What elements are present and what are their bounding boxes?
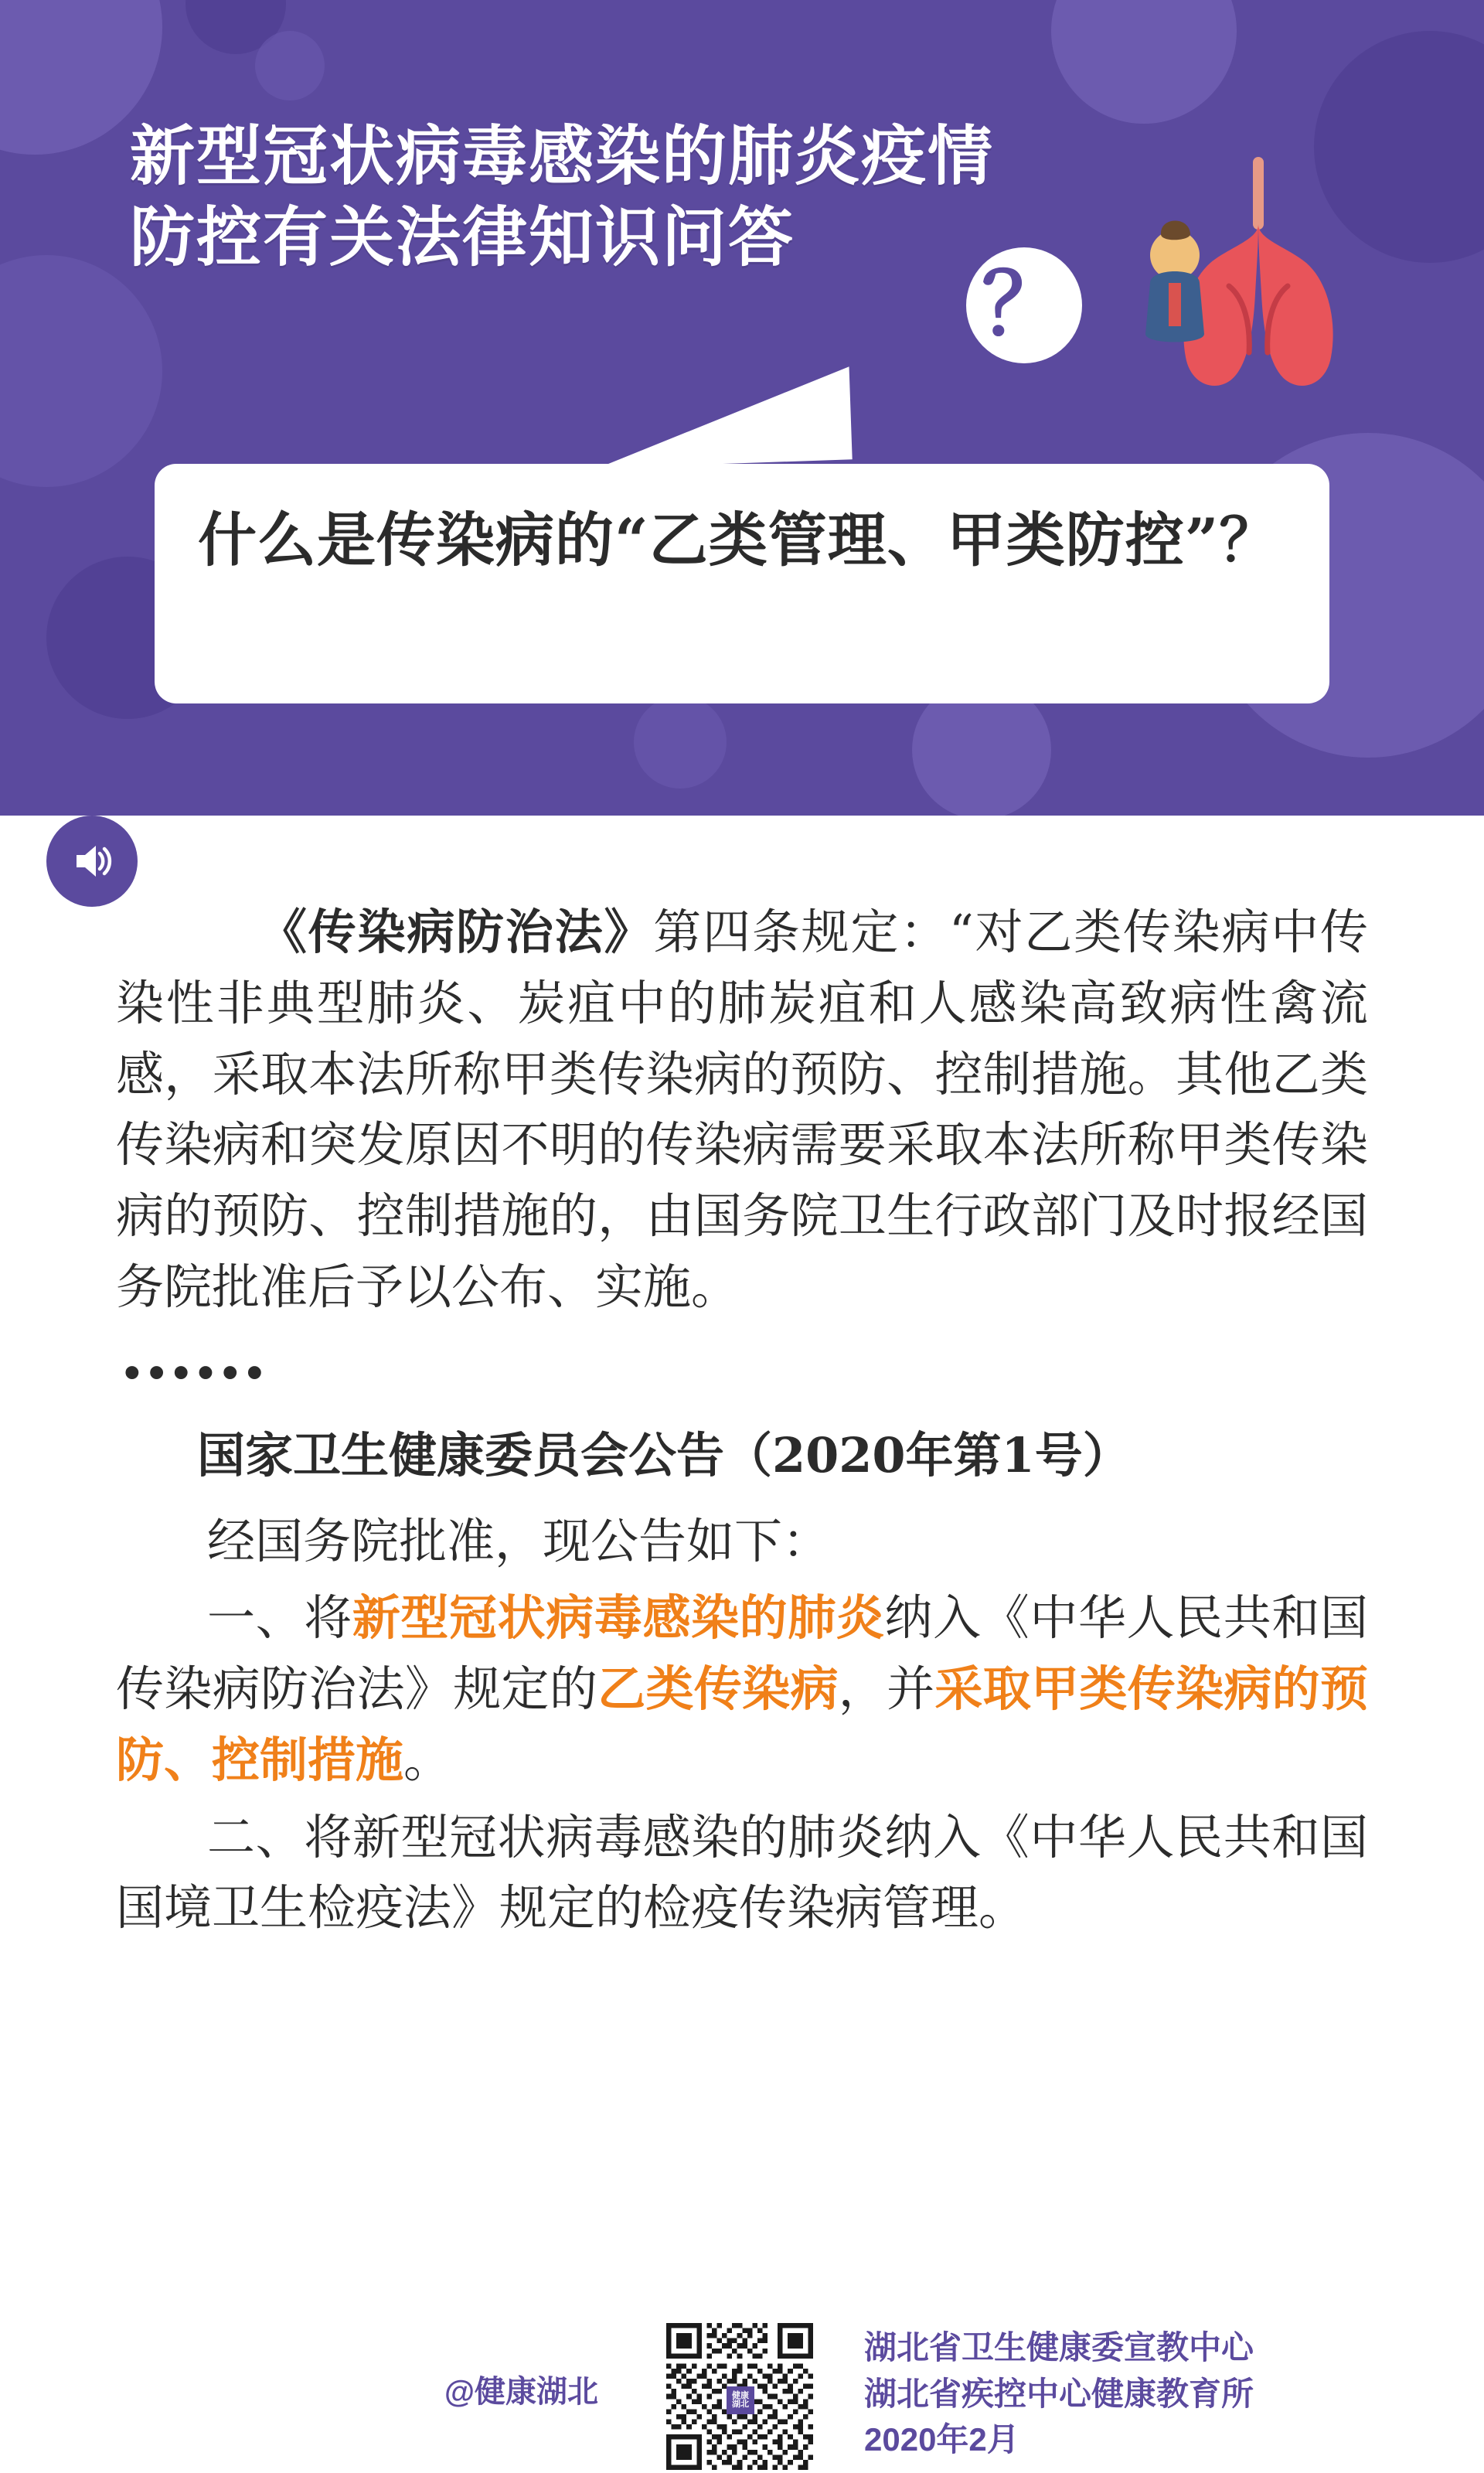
poster-header xyxy=(0,0,1484,816)
body-content xyxy=(116,897,1368,1943)
title-line-1: 新型冠状病毒感染的肺炎疫情 xyxy=(130,120,995,192)
dot-separator: •••••• xyxy=(124,1345,271,1399)
org-line-2: 湖北省疾控中心健康教育所 xyxy=(864,2375,1254,2412)
poster-footer xyxy=(0,2294,1484,2473)
decorative-blob xyxy=(0,255,162,487)
qr-center-badge xyxy=(727,2386,754,2414)
decorative-blob xyxy=(1051,0,1237,124)
speech-bubble-tail xyxy=(593,336,852,468)
poster-body xyxy=(0,816,1484,2473)
organization-block xyxy=(864,2325,1452,2463)
item1-prefix: 一、将 xyxy=(207,1589,352,1647)
social-handle: @健康湖北 xyxy=(444,2375,599,2409)
speaker-glyph xyxy=(64,833,120,889)
paragraph-approval: 经国务院批准，现公告如下： xyxy=(207,1512,831,1569)
item1-suffix: 。 xyxy=(403,1731,452,1788)
qr-badge-line-1: 健康 xyxy=(732,2391,749,2400)
item1-highlight-3: 采取甲类传染病的预防、控制措施 xyxy=(116,1661,1368,1788)
question-text: 什么是传染病的“乙类管理、甲类防控”？ xyxy=(198,506,1279,574)
question-card xyxy=(155,464,1329,703)
title-line-2: 防控有关法律知识问答 xyxy=(130,201,795,274)
law-quote-rest: 第四条规定：“对乙类传染病中传染性非典型肺炎、炭疽中的肺炭疽和人感染高致病性禽流感，采取本法所称甲类传染病的预防、控制措施。其他乙类传染病和突发原因不明的传染病需要采取本法所称甲类传染病的预防、控制措施的，由国务院卫生行政部门及时报经国务院批准后予以公布、实施。 xyxy=(116,904,1368,1315)
item1-highlight-1: 新型冠状病毒感染的肺炎 xyxy=(352,1589,885,1647)
publish-date: 2020年2月 xyxy=(864,2421,1019,2458)
item1-highlight-2: 乙类传染病 xyxy=(597,1661,839,1717)
question-mark-icon: ？ xyxy=(966,247,1082,363)
decorative-blob xyxy=(634,696,727,789)
list-item-1 xyxy=(116,1582,1368,1795)
decorative-blob xyxy=(255,31,325,100)
org-line-1: 湖北省卫生健康委宣教中心 xyxy=(864,2329,1254,2366)
speaker-icon xyxy=(46,816,138,907)
list-item-2: 二、将新型冠状病毒感染的肺炎纳入《中华人民共和国国境卫生检疫法》规定的检疫传染病管理。 xyxy=(116,1808,1368,1937)
item1-middle-2: ，并 xyxy=(838,1661,935,1717)
paragraph-law-quote xyxy=(116,897,1368,1323)
item1-middle-1: 纳入《中华人民共和国传染病防治法》规定的 xyxy=(116,1589,1368,1717)
announcement-title: 国家卫生健康委员会公告（2020年第1号） xyxy=(197,1426,1131,1483)
qr-badge-line-2: 湖北 xyxy=(732,2400,749,2409)
law-name: 《传染病防治法》 xyxy=(259,904,654,960)
